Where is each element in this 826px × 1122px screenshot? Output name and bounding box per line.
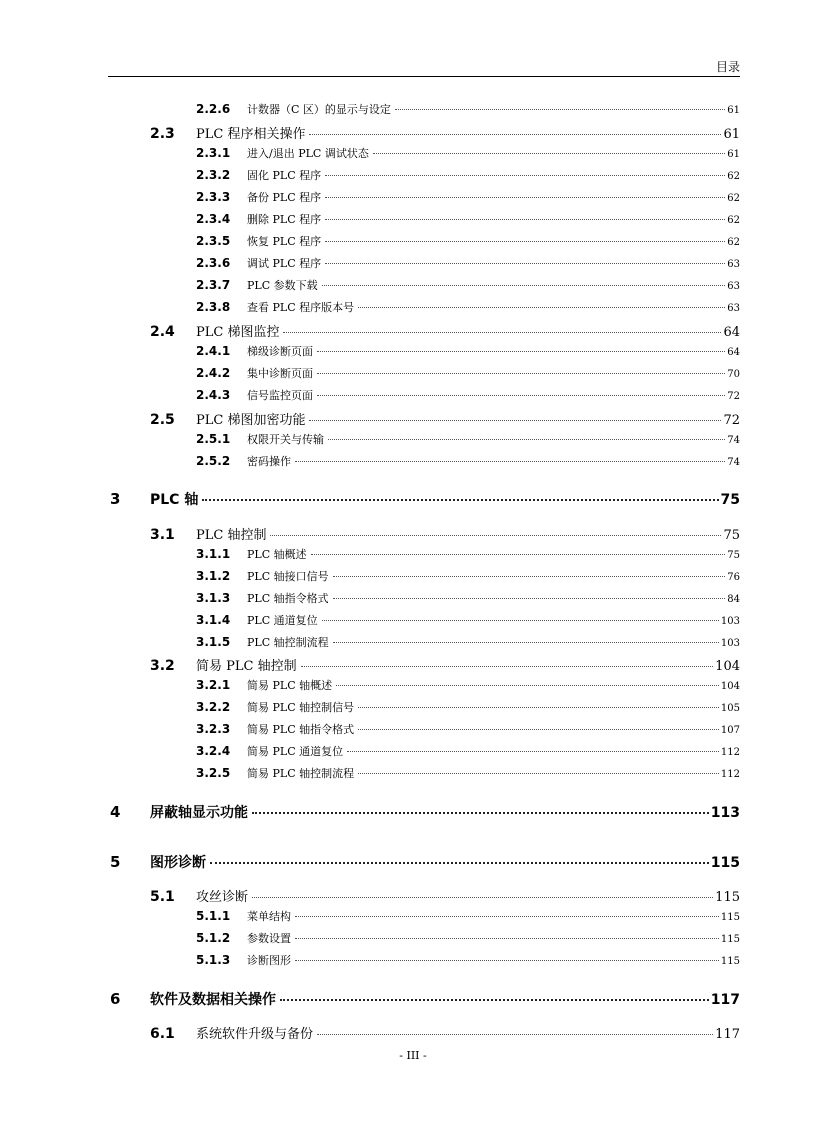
toc-entry-number: 2.5.2 — [196, 454, 231, 468]
toc-entry-page: 64 — [723, 325, 740, 340]
toc-entry-title: PLC 通道复位 — [247, 614, 318, 627]
toc-entry[interactable] — [196, 743, 740, 761]
toc-entry-number: 2.5.1 — [196, 432, 231, 446]
toc-entry[interactable] — [196, 387, 740, 405]
toc-entry-title: 集中诊断页面 — [247, 367, 313, 380]
dot-leader — [210, 861, 709, 864]
toc-entry-number: 3.2.4 — [196, 744, 231, 758]
toc-entry-number: 3.2.5 — [196, 766, 231, 780]
dot-leader — [202, 498, 718, 501]
dot-leader — [333, 575, 726, 577]
toc-entry-title: 固化 PLC 程序 — [247, 169, 322, 182]
toc-entry-page: 107 — [720, 725, 740, 736]
dot-leader — [373, 152, 725, 154]
toc-entry-page: 75 — [720, 492, 740, 508]
dot-leader — [325, 196, 725, 198]
toc-entry-title: 权限开关与传输 — [247, 433, 324, 446]
toc-entry[interactable] — [196, 277, 740, 295]
toc-entry-page: 75 — [727, 550, 740, 561]
toc-entry[interactable] — [196, 189, 740, 207]
toc-entry-number: 2.3.7 — [196, 278, 231, 292]
toc-entry[interactable] — [150, 321, 740, 341]
dot-leader — [322, 619, 719, 621]
toc-entry[interactable] — [196, 612, 740, 630]
toc-entry[interactable] — [150, 1023, 740, 1043]
toc-entry-page: 75 — [723, 528, 740, 543]
dot-leader — [309, 133, 721, 135]
toc-entry-page: 72 — [727, 391, 740, 402]
toc-entry[interactable] — [196, 765, 740, 783]
dot-leader — [317, 372, 725, 374]
toc-entry-page: 105 — [720, 703, 740, 714]
toc-entry-page: 104 — [715, 659, 740, 674]
toc-entry-page: 62 — [727, 171, 740, 182]
toc-entry-title: 简易 PLC 轴指令格式 — [247, 723, 355, 736]
toc-entry-page: 63 — [727, 259, 740, 270]
toc-entry[interactable] — [196, 365, 740, 383]
dot-leader — [325, 262, 725, 264]
toc-entry-title: PLC 参数下载 — [247, 279, 318, 292]
toc-entry-page: 115 — [720, 934, 740, 945]
toc-entry[interactable] — [196, 699, 740, 717]
toc-entry-number: 2.4 — [150, 324, 175, 340]
toc-entry-title: PLC 轴控制流程 — [247, 636, 329, 649]
toc-entry-title: 菜单结构 — [247, 910, 291, 923]
toc-entry-page: 70 — [727, 369, 740, 380]
toc-entry-page: 103 — [720, 638, 740, 649]
toc-entry-title: 图形诊断 — [150, 855, 206, 871]
page-header — [108, 58, 740, 76]
toc-entry[interactable] — [150, 123, 740, 143]
toc-entry-number: 2.3.8 — [196, 300, 231, 314]
toc-entry-number: 3.1.2 — [196, 569, 231, 583]
toc-entry-title: PLC 程序相关操作 — [196, 127, 306, 142]
toc-entry-number: 3.1.5 — [196, 635, 231, 649]
header-rule — [108, 76, 740, 77]
toc-entry-number: 3.2.3 — [196, 722, 231, 736]
toc-entry-title: 诊断图形 — [247, 954, 291, 967]
toc-entry[interactable] — [196, 431, 740, 449]
toc-entry-page: 61 — [723, 127, 740, 142]
toc-entry-page: 74 — [727, 435, 740, 446]
toc-entry-page: 84 — [727, 594, 740, 605]
toc-entry-page: 115 — [720, 912, 740, 923]
toc-entry-title: 信号监控页面 — [247, 389, 313, 402]
toc-entry-page: 76 — [727, 572, 740, 583]
toc-entry-title: PLC 轴接口信号 — [247, 570, 329, 583]
toc-entry[interactable] — [196, 952, 740, 970]
toc-entry-number: 5.1.3 — [196, 953, 231, 967]
toc-entry[interactable] — [110, 852, 740, 874]
toc-entry[interactable] — [110, 802, 740, 824]
dot-leader — [295, 959, 719, 961]
toc-entry-page: 112 — [720, 747, 740, 758]
dot-leader — [336, 684, 719, 686]
toc-entry-number: 3.1.1 — [196, 547, 231, 561]
toc-entry-page: 64 — [727, 347, 740, 358]
toc-entry-title: 参数设置 — [247, 932, 291, 945]
toc-entry[interactable] — [196, 101, 740, 119]
toc-entry[interactable] — [196, 568, 740, 586]
toc-entry-page: 74 — [727, 457, 740, 468]
toc-entry-page: 62 — [727, 193, 740, 204]
toc-entry[interactable] — [196, 677, 740, 695]
toc-entry-number: 2.3.3 — [196, 190, 231, 204]
dot-leader — [295, 915, 719, 917]
toc-entry-title: PLC 轴概述 — [247, 548, 307, 561]
toc-entry[interactable] — [196, 211, 740, 229]
toc-entry-title: PLC 轴控制 — [196, 528, 267, 543]
toc-entry[interactable] — [196, 145, 740, 163]
dot-leader — [333, 641, 719, 643]
dot-leader — [280, 998, 709, 1001]
dot-leader — [328, 438, 725, 440]
dot-leader — [358, 306, 725, 308]
toc-entry-page: 112 — [720, 769, 740, 780]
toc-entry-title: 简易 PLC 轴概述 — [247, 679, 333, 692]
dot-leader — [252, 896, 713, 898]
dot-leader — [301, 665, 714, 667]
toc-entry[interactable] — [196, 546, 740, 564]
toc-entry-page: 63 — [727, 303, 740, 314]
toc-entry-number: 3.1.4 — [196, 613, 231, 627]
dot-leader — [358, 706, 719, 708]
toc-entry-title: 简易 PLC 轴控制 — [196, 659, 297, 674]
toc-entry-title: PLC 梯图加密功能 — [196, 413, 306, 428]
toc-entry-page: 117 — [715, 1027, 740, 1042]
toc-entry-number: 2.4.3 — [196, 388, 231, 402]
toc-entry-title: 简易 PLC 轴控制信号 — [247, 701, 355, 714]
toc-entry-page: 62 — [727, 215, 740, 226]
toc-entry[interactable] — [110, 989, 740, 1011]
toc-entry-number: 3.2 — [150, 658, 175, 674]
toc-entry-page: 104 — [720, 681, 740, 692]
toc-entry-number: 3 — [110, 490, 121, 508]
toc-entry[interactable] — [196, 590, 740, 608]
page-number: - III - — [399, 1049, 427, 1062]
toc-entry-number: 2.4.2 — [196, 366, 231, 380]
toc-entry-page: 115 — [715, 890, 740, 905]
dot-leader — [347, 750, 719, 752]
toc-entry-page: 61 — [727, 149, 740, 160]
dot-leader — [311, 553, 726, 555]
dot-leader — [317, 1033, 713, 1035]
dot-leader — [322, 284, 726, 286]
toc-entry[interactable] — [196, 167, 740, 185]
toc-entry-title: PLC 轴指令格式 — [247, 592, 329, 605]
toc-entry-number: 2.3.1 — [196, 146, 231, 160]
toc-entry-number: 3.1 — [150, 527, 175, 543]
toc-entry[interactable] — [196, 721, 740, 739]
toc-entry[interactable] — [196, 634, 740, 652]
toc-entry-page: 115 — [720, 956, 740, 967]
dot-leader — [295, 460, 725, 462]
dot-leader — [270, 534, 721, 536]
toc-entry-page: 72 — [723, 413, 740, 428]
dot-leader — [295, 937, 719, 939]
toc-entry-number: 2.3.6 — [196, 256, 231, 270]
toc-entry-number: 2.3.4 — [196, 212, 231, 226]
toc-entry-title: 简易 PLC 通道复位 — [247, 745, 344, 758]
dot-leader — [333, 597, 726, 599]
toc-entry[interactable] — [150, 655, 740, 675]
toc-entry-number: 3.1.3 — [196, 591, 231, 605]
toc-entry-number: 4 — [110, 803, 121, 821]
toc-entry-title: 密码操作 — [247, 455, 291, 468]
dot-leader — [252, 811, 709, 814]
toc-entry-page: 117 — [710, 992, 740, 1008]
toc-entry-number: 2.3.5 — [196, 234, 231, 248]
toc-entry-title: 备份 PLC 程序 — [247, 191, 322, 204]
toc-entry-number: 3.2.2 — [196, 700, 231, 714]
toc-entry[interactable] — [196, 908, 740, 926]
toc-entry-title: 查看 PLC 程序版本号 — [247, 301, 355, 314]
toc-entry-page: 62 — [727, 237, 740, 248]
toc-entry-number: 5.1 — [150, 889, 175, 905]
toc-entry[interactable] — [196, 343, 740, 361]
toc-entry[interactable] — [196, 233, 740, 251]
toc-entry[interactable] — [150, 524, 740, 544]
toc-entry-number: 3.2.1 — [196, 678, 231, 692]
toc-entry-page: 115 — [710, 855, 740, 871]
dot-leader — [309, 419, 721, 421]
dot-leader — [358, 772, 719, 774]
toc-entry-number: 2.3 — [150, 126, 175, 142]
dot-leader — [325, 174, 725, 176]
dot-leader — [283, 331, 721, 333]
toc-entry-number: 5 — [110, 853, 121, 871]
toc-entry[interactable] — [150, 886, 740, 906]
toc-entry-title: 软件及数据相关操作 — [150, 992, 276, 1008]
toc-entry[interactable] — [196, 453, 740, 471]
toc-entry-number: 5.1.2 — [196, 931, 231, 945]
toc-entry-title: 屏蔽轴显示功能 — [150, 805, 248, 821]
toc-entry-title: 删除 PLC 程序 — [247, 213, 322, 226]
toc-entry-title: 梯级诊断页面 — [247, 345, 313, 358]
dot-leader — [317, 350, 725, 352]
toc-entry-number: 2.4.1 — [196, 344, 231, 358]
toc-entry-number: 2.5 — [150, 412, 175, 428]
toc-entry[interactable] — [150, 409, 740, 429]
toc-entry-title: PLC 轴 — [150, 492, 199, 508]
toc-entry-title: 调试 PLC 程序 — [247, 257, 322, 270]
toc-entry-number: 5.1.1 — [196, 909, 231, 923]
toc-entry-title: PLC 梯图监控 — [196, 325, 280, 340]
header-title: 目录 — [715, 60, 740, 74]
toc-entry-title: 简易 PLC 轴控制流程 — [247, 767, 355, 780]
toc-entry[interactable] — [196, 299, 740, 317]
toc-entry-title: 计数器（C 区）的显示与设定 — [247, 103, 391, 116]
toc-entry-title: 系统软件升级与备份 — [196, 1027, 314, 1042]
dot-leader — [325, 240, 725, 242]
toc-entry-number: 6 — [110, 990, 121, 1008]
dot-leader — [358, 728, 719, 730]
toc-entry-title: 进入/退出 PLC 调试状态 — [247, 147, 369, 160]
toc-entry[interactable] — [110, 489, 740, 511]
toc-entry-number: 6.1 — [150, 1026, 175, 1042]
toc-entry[interactable] — [196, 930, 740, 948]
toc-entry-page: 113 — [710, 805, 740, 821]
toc-entry-number: 2.3.2 — [196, 168, 231, 182]
toc-entry-page: 103 — [720, 616, 740, 627]
toc-entry[interactable] — [196, 255, 740, 273]
toc-entry-title: 攻丝诊断 — [196, 890, 249, 905]
dot-leader — [317, 394, 725, 396]
toc-entry-page: 61 — [727, 105, 740, 116]
toc-entry-number: 2.2.6 — [196, 102, 231, 116]
dot-leader — [395, 108, 725, 110]
dot-leader — [325, 218, 725, 220]
toc-entry-title: 恢复 PLC 程序 — [247, 235, 322, 248]
toc-entry-page: 63 — [727, 281, 740, 292]
